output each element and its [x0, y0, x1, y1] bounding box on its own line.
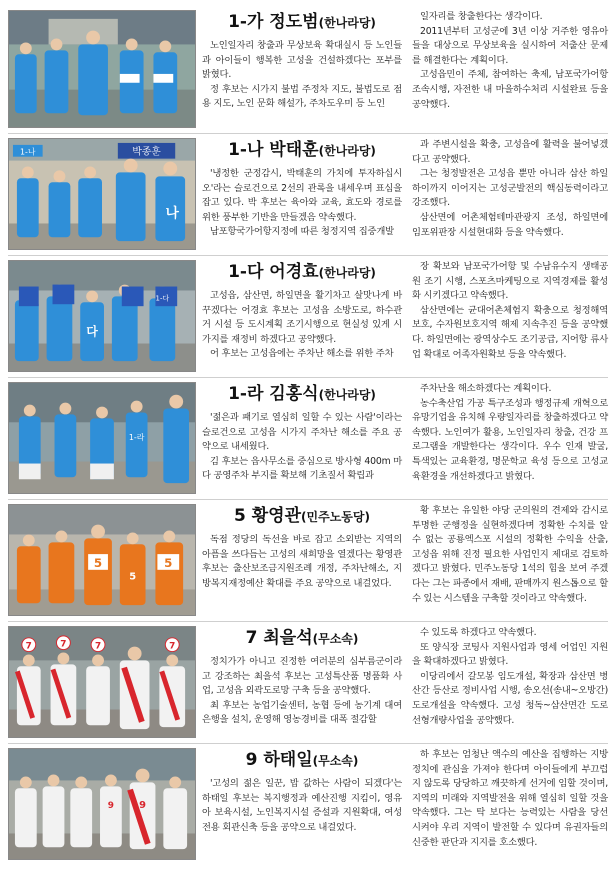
candidate-photo-4 [8, 382, 196, 494]
candidate-7-paragraph: '고성의 젊은 일꾼, 밥 값하는 사람이 되겠다'는 하태일 후보는 복지행정과 예산진행 지킴이, 영유아 보육시설, 노인복지시설 증설과 지원확대, 여성전용 회관신축 등을 공약으로 내걸었다. [202, 778, 402, 833]
photo-sign-1: 1-라 [128, 432, 145, 442]
candidate-6-paragraph: 수 있도록 하겠다고 약속했다. [420, 627, 537, 638]
candidate-2-middle [202, 138, 402, 240]
candidate-3-middle [202, 260, 402, 362]
candidate-1-paragraph: 노인일자리 창출과 무상보육 확대실시 등 노인들과 아이들이 행복한 고성을 건설하겠다는 포부를 밝혔다. [202, 40, 402, 81]
photo-sign-1: 박종훈 [132, 146, 161, 158]
candidate-3-number-name: 1-다 어경효 [228, 262, 319, 282]
candidate-5-party: (민주노동당) [301, 510, 370, 524]
candidate-6-paragraph: 정치가가 아니고 진정한 여러분의 심부름군이라고 강조하는 최을석 후보는 고성특산품 명품화 사업, 고성읍 외곽도로망 구축 등을 공약했다. [202, 656, 402, 697]
candidate-4-paragraph: 김 후보는 읍사무소를 중심으로 방사형 400m 마다 공영주차 부지를 확보해 기초질서 확립과 [202, 455, 402, 482]
candidate-4-paragraph: 주차난을 해소하겠다는 계획이다. [420, 383, 552, 394]
section-divider [8, 133, 608, 134]
candidate-7-paragraph: 하 후보는 엄청난 액수의 예산을 집행하는 지방정치에 관심을 가져야 한다며 아이들에게 부끄럽지 않도록 당당하고 깨끗하게 선거에 임할 것이며, 지역의 미래와 지역발전을 위해 열심히 일할 것을 약속했다. 그는 탁 보다는 능력있는 사람을 당선 시켜야 우리 지역이 발전할 수 있다며 유권자들의 신중한 판단과 지지를 호소했다. [412, 749, 608, 848]
candidate-photo-3 [8, 260, 196, 372]
photo-sign-1: 1-다 [155, 294, 170, 303]
candidate-1-paragraph: 정 후보는 시가지 불법 주정차 지도, 불법도로 점용 지도, 노인 문화 해설가, 주차도우미 등 노인 [202, 83, 402, 110]
candidate-3-party: (한나라당) [318, 266, 376, 280]
candidate-2-paragraph: 과 주변시설을 확충, 고성읍에 활력을 불어넣겠다고 공약했다. [412, 139, 608, 165]
candidate-2-party: (한나라당) [318, 144, 376, 158]
candidate-1-number-name: 1-가 정도범 [228, 12, 319, 32]
candidate-1-right [412, 10, 608, 112]
candidate-7-right [412, 748, 608, 850]
candidate-2-paragraph: '냉정한 군정감시, 박태훈의 가치에 투자하십시오'라는 슬로건으로 2선의 관록을 내세우며 표심을 잡고 있다. 박 후보는 육아와 교육, 효도와 경로를 위한 풍부한 기반을 만들겠음 약속했다. [202, 168, 402, 223]
photo-sign-2: 9 [107, 800, 115, 811]
candidate-5-number-name: 5 황영관 [234, 506, 302, 526]
section-divider [8, 743, 608, 744]
candidate-5-middle [202, 504, 402, 591]
candidate-2-number-name: 1-나 박태훈 [228, 140, 319, 160]
photo-sign-3: 5 [129, 571, 137, 583]
photo-sign-3: 7 [94, 641, 102, 652]
candidate-4-number-name: 1-라 김홍식 [228, 384, 319, 404]
section-divider [8, 377, 608, 378]
candidate-7-middle [202, 748, 402, 835]
photo-sign-2: 5 [164, 555, 173, 570]
candidate-1-middle [202, 10, 402, 112]
candidate-6-right [412, 626, 608, 728]
candidate-5-right [412, 504, 608, 606]
section-divider [8, 499, 608, 500]
candidate-photo-5 [8, 504, 196, 616]
photo-sign-2: 1-나 [20, 147, 36, 157]
photo-sign-1: 5 [93, 555, 103, 570]
candidate-1-party: (한나라당) [318, 16, 376, 30]
candidate-photo-6 [8, 626, 196, 738]
candidate-4-name [202, 384, 402, 405]
candidate-4-paragraph: 농수축산업 가공 특구조성과 행정규제 개혁으로 유망기업을 유치해 우량일자리를 창출하겠다고 약속했다. 노인여가 활용, 노인일자리 창출, 건강 프로그램을 개발한다는 생각이다. 우수 인재 발굴, 특색있는 교육환경, 명문학교 육성 등으로 고성교육환경을 개선하겠다고 밝혔다. [412, 397, 608, 482]
candidate-6-paragraph: 최 후보는 농업기술센터, 농협 등에 농기계 대여 은행을 설치, 운영해 영농경비를 대폭 절감할 [202, 699, 402, 726]
candidate-7-name [202, 750, 402, 771]
candidate-5-name [202, 506, 402, 527]
candidate-7-party: (무소속) [312, 754, 359, 768]
candidate-4-right [412, 382, 608, 484]
candidate-6-paragraph: 이당리에서 갈모봉 임도개설, 확장과 삼산면 병산간 등산로 정비사업 시행, 송오선(송내~오방간) 도로개설을 약속했다. 고성 청독~삼산면간 도로 선형개량사업을 공약했다. [412, 670, 608, 726]
candidate-2-paragraph: 그는 청정발전은 고성읍 뿐만 아니라 삼산 하일 하이까지 이어지는 고성군발전의 핵심동력이라고 강조했다. [412, 168, 608, 209]
candidate-4-paragraph: '젊은과 패기로 열심히 일할 수 있는 사람'이라는 슬로건으로 고성읍 시가지 주차난 해소를 주요 공약으로 내세웠다. [202, 412, 402, 453]
candidate-photo-1 [8, 10, 196, 128]
candidate-2-paragraph: 남포항국가어항지정에 따른 청정지역 집중개발 [210, 226, 394, 238]
candidate-2-right [412, 138, 608, 240]
candidate-3-paragraph: 장 확보와 남포국가어항 및 수남유수지 생태공원 조기 시행, 스포츠마케팅으로 지역경제를 활성화 시키겠다고 약속했다. [412, 261, 608, 302]
candidate-6-party: (무소속) [312, 632, 359, 646]
candidate-1-name [202, 12, 402, 33]
photo-sign-1: 9 [139, 799, 147, 811]
candidate-6-paragraph: 또 양식장 코팅사 지원사업과 영세 어업인 지원을 확대하겠다고 밝혔다. [412, 641, 608, 668]
candidate-1-paragraph: 2011년부터 고성군에 3년 이상 거주한 영유아들을 대상으로 무상보육을 실시하여 저출산 문제를 해결한다는 계획이다. [412, 25, 608, 66]
candidate-3-paragraph: 고성읍, 삼산면, 하일면을 활기차고 살맛나게 바꾸겠다는 어경효 후보는 고성읍 소방도로, 하수관거 시설 등 도시계획 조기시행으로 현실성 있게 시가지를 재정비 하겠다고 공약했다. [202, 290, 402, 345]
candidate-2-paragraph: 삼산면에 어촌체험테마관광지 조성, 하일면에 임포위판장 시설현대화 등을 약속했다. [412, 211, 608, 238]
candidate-3-paragraph: 어 후보는 고성읍에는 주차난 해소를 위한 주차 [210, 348, 394, 360]
candidate-3-right [412, 260, 608, 362]
section-divider [8, 255, 608, 256]
candidate-7-number-name: 9 하태일 [245, 750, 313, 770]
candidate-6-middle [202, 626, 402, 728]
candidate-4-middle [202, 382, 402, 484]
section-divider [8, 621, 608, 622]
photo-sign-2: 7 [60, 639, 67, 650]
candidate-1-paragraph: 일자리를 창출한다는 생각이다. [420, 11, 543, 22]
candidate-2-name [202, 140, 402, 161]
photo-sign-4: 7 [169, 641, 176, 652]
candidate-5-paragraph: 황 후보는 유일한 야당 군의원의 견제와 감시로 투명한 군행정을 실현하겠다며 정확한 수치를 알 수 없는 공룡엑스포 시설의 정확한 수익을 산출, 고성읍 위해 진정 필요한 사업인지 제대로 검토하겠다고 밝혔다. 민주노동당 1석의 힘을 보여 주겠다는 그는 파종에서 재배, 판매까지 원스톱으로 할 수 있는 시스템을 구축할 것이라고 약속했다. [412, 505, 608, 604]
candidate-3-paragraph: 삼산면에는 균대어촌체험지 확충으로 청정해역 보호, 수자원보호지역 해제 지속추진 등을 공약했다. 하일면에는 광역상수도 조기공급, 지어항 류사업 확대로 어족자원확보 등을 약속했다. [412, 304, 608, 360]
candidate-6-number-name: 7 최을석 [245, 628, 313, 648]
candidate-4-party: (한나라당) [318, 388, 376, 402]
candidate-3-name [202, 262, 402, 283]
candidate-photo-2 [8, 138, 196, 250]
photo-sign-3: 나 [165, 205, 179, 222]
candidate-5-paragraph: 독점 정당의 독선을 바로 잡고 소외받는 지역의 아픔을 쓰다듬는 고성의 새희망을 열겠다는 황영관 후보는 출산보조금지원조례 개정, 주차난해소, 지방복지재정예산 확대를 주요 공약으로 내걸었다. [202, 534, 402, 589]
candidate-1-paragraph: 고성읍민이 주체, 참여하는 축제, 남포국가어항 조속시행, 자전한 내 마을하수처리 시설완료 등을 공약했다. [412, 69, 608, 110]
photo-sign-2: 다 [86, 324, 98, 339]
candidate-6-name [202, 628, 402, 649]
candidate-photo-7 [8, 748, 196, 860]
photo-sign-1: 7 [25, 641, 32, 652]
